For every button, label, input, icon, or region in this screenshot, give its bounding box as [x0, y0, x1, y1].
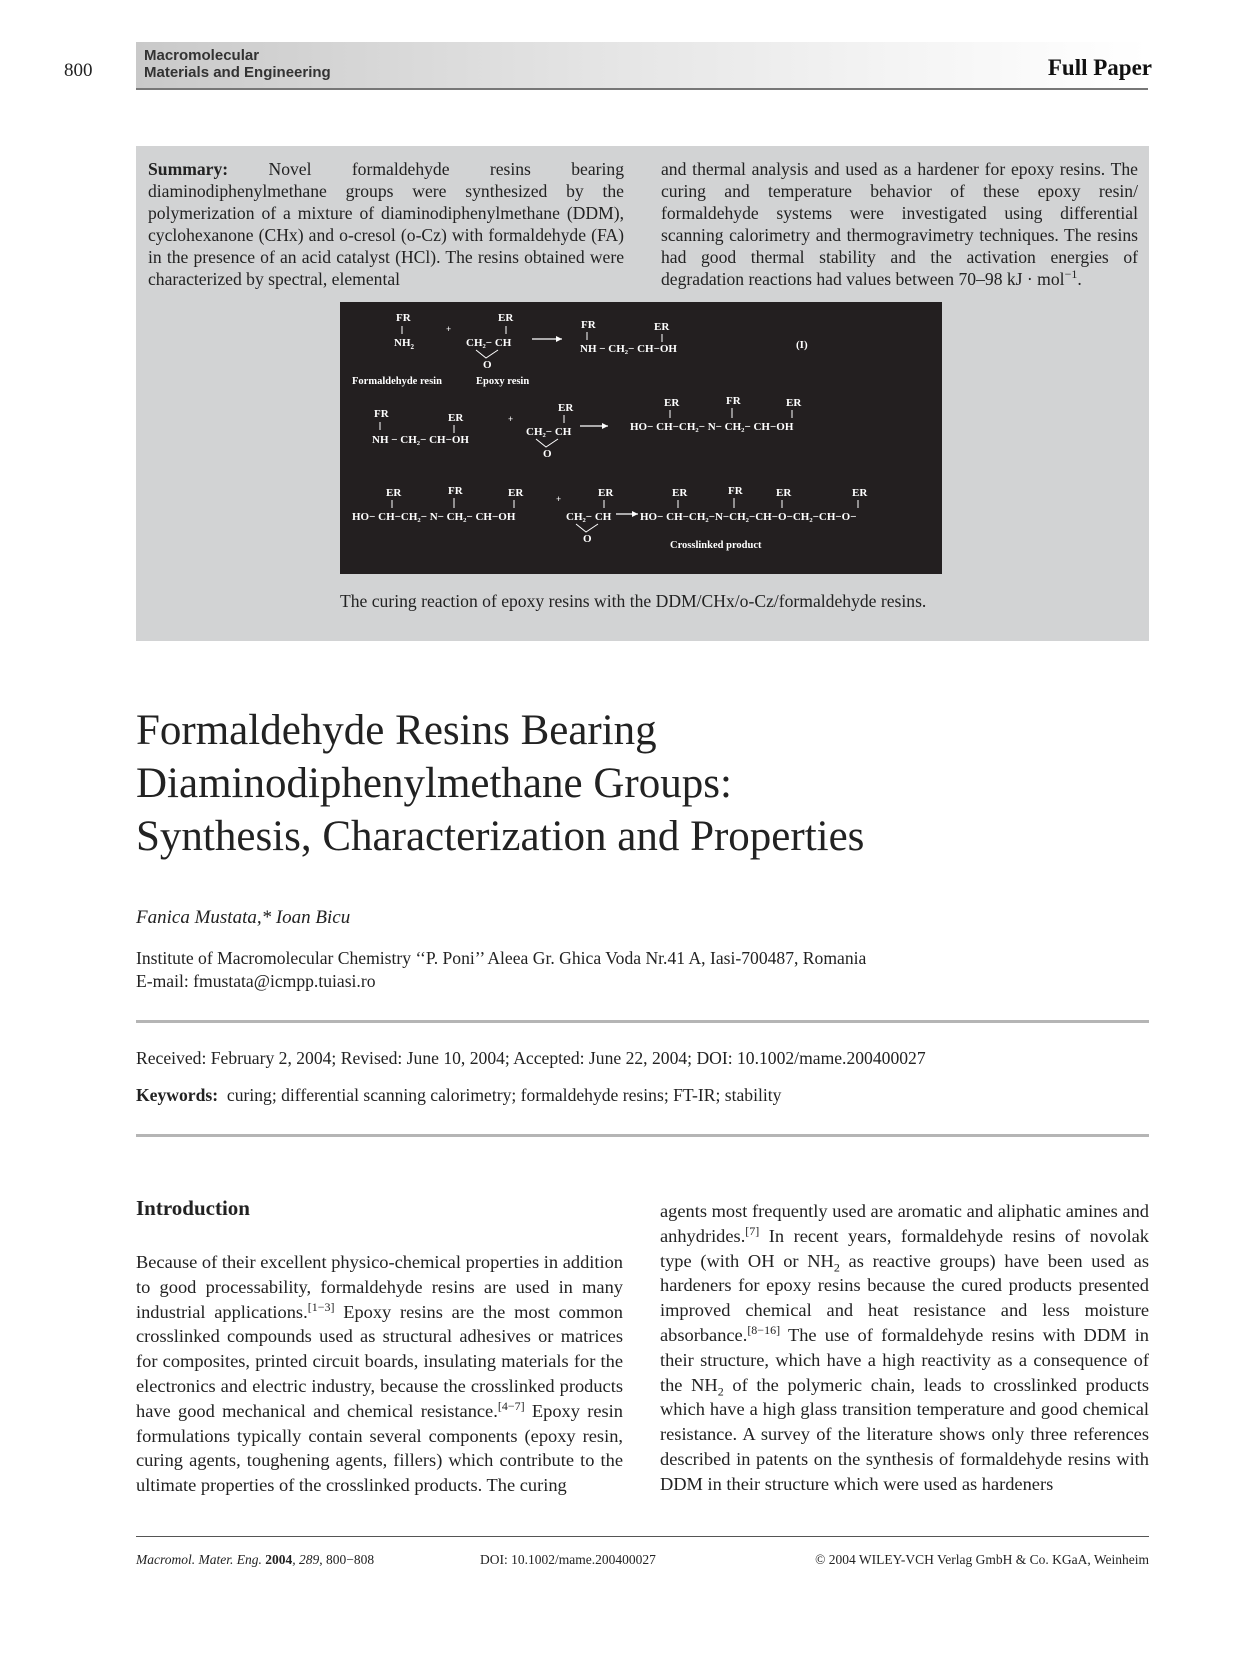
intro-text: agents most frequently used are aromatic and aliphatic amines and anhydrides. [660, 1201, 1149, 1246]
scheme-label-crosslinked: Crosslinked product [670, 540, 762, 551]
footer-volume: 289 [298, 1552, 320, 1567]
section-label: Full Paper [1047, 55, 1152, 80]
footer-copyright: © 2004 WILEY-VCH Verlag GmbH & Co. KGaA, Weinheim [815, 1552, 1149, 1567]
scheme-er-6: ER [786, 397, 802, 409]
intro-text: Because of their excellent physico-chemical properties in addition to good processability, formaldehyde resins are used in many industrial applications. [136, 1252, 623, 1322]
scheme-er-3: ER [448, 412, 464, 424]
paper-title [136, 704, 1136, 863]
citation[interactable]: [4−7] [497, 1398, 525, 1413]
summary-unit-exponent: −1 [1064, 267, 1078, 282]
intro-text: of the polymeric chain, leads to crosslinked products which have a high glass transition temperature and good chemical resistance. A survey of the literature shows only three references described in patents on the synthesis of formaldehyde resins with DDM in their structure which were used as hardeners [660, 1374, 1149, 1494]
scheme-ring [476, 350, 498, 358]
journal-name-line2: Materials and Engineering [144, 64, 331, 81]
summary-right-end: . [1077, 269, 1082, 289]
page-number: 800 [64, 60, 93, 81]
divider-bottom [136, 1134, 1149, 1137]
subscript: 2 [717, 1384, 724, 1399]
summary-left-text: Novel formaldehyde resins bearing diaminodiphenylmethane groups were synthesized by the polymerization of a mixture of diaminodiphenylmethane (DDM), cyclohexanone (CHx) and o-cresol (o-Cz) with formaldehyde (FA) in the presence of an acid catalyst (HCl). The resins obtained were characterized by spectral, elemental [148, 159, 624, 289]
scheme-row3-left: HO− CH−CH₂− N− CH₂− CH−OH [352, 511, 516, 523]
summary-box [136, 146, 1149, 641]
scheme-nh2-1: $NH_2$ [394, 337, 414, 351]
footer-doi[interactable]: DOI: 10.1002/mame.200400027 [480, 1552, 656, 1567]
scheme-er-9: ER [598, 487, 614, 499]
journal-name-line1: Macromolecular [144, 47, 260, 64]
summary-right-column [661, 158, 1138, 290]
scheme-label-roman: (I) [796, 339, 808, 351]
intro-text: as reactive groups) have been used as hardeners for epoxy resins because the cured products presented improved chemical and heat resistance and less moisture absorbance. [660, 1250, 1149, 1345]
reaction-scheme-svg [340, 302, 942, 574]
scheme-epoxide-1: CH₂− CH [466, 337, 512, 349]
scheme-product-1: NH − CH₂− CH−OH [580, 343, 677, 355]
keywords [136, 1085, 781, 1106]
intro-text: Epoxy resin formulations typically contain several components (epoxy resin, curing agents, toughening agents, fillers) which contribute to the ultimate properties of the crosslinked products. The curing [136, 1400, 623, 1496]
scheme-reactant-2: NH − CH₂− CH−OH [372, 434, 469, 446]
scheme-fr-6: FR [728, 485, 743, 497]
scheme-fr-3: FR [374, 408, 389, 420]
journal-name [144, 47, 331, 81]
citation[interactable]: [8−16] [747, 1322, 781, 1337]
scheme-plus-3: + [556, 494, 562, 504]
scheme-epoxide-3: CH₂− CH [566, 511, 612, 523]
scheme-o-3: O [583, 533, 592, 545]
scheme-o-1: O [483, 359, 492, 371]
intro-text: Epoxy resins are the most common crosslinked compounds used as structural adhesives or matrices for composites, printed circuit boards, insulating materials for the electronics and electric industry, because the crosslinked products have good mechanical and chemical resistance. [136, 1301, 623, 1421]
scheme-o-2: O [543, 448, 552, 460]
scheme-row3-right: HO− CH−CH₂−N−CH₂−CH−O−CH₂−CH−O− [640, 511, 857, 523]
title-line3: Synthesis, Characterization and Properties [136, 813, 865, 860]
reaction-scheme [340, 302, 942, 574]
scheme-plus-1: + [446, 324, 452, 334]
footer-year: 2004 [265, 1552, 293, 1567]
summary-label: Summary: [148, 159, 229, 179]
scheme-er-4: ER [558, 402, 574, 414]
keywords-label: Keywords: [136, 1085, 219, 1105]
keywords-text: curing; differential scanning calorimetry; formaldehyde resins; FT-IR; stability [226, 1085, 782, 1105]
scheme-caption: The curing reaction of epoxy resins with the DDM/CHx/o-Cz/formaldehyde resins. [340, 591, 927, 611]
scheme-plus-2: + [508, 414, 514, 424]
scheme-product-2: HO− CH−CH₂− N− CH₂− CH−OH [630, 421, 794, 433]
scheme-ring [536, 439, 558, 447]
footer-journal: Macromol. Mater. Eng. [136, 1552, 262, 1567]
scheme-er-5: ER [664, 397, 680, 409]
scheme-fr-5: FR [448, 485, 463, 497]
scheme-er-2: ER [654, 321, 670, 333]
subscript: 2 [833, 1260, 840, 1275]
section-heading-introduction: Introduction [136, 1196, 250, 1220]
footer-rule [136, 1536, 1149, 1537]
scheme-er-7: ER [386, 487, 402, 499]
scheme-label-epoxy-resin: Epoxy resin [476, 376, 530, 387]
citation[interactable]: [1−3] [307, 1299, 335, 1314]
affiliation-block [136, 947, 866, 993]
body-column-left [136, 1250, 623, 1498]
scheme-er-12: ER [852, 487, 868, 499]
intro-text: The use of formaldehyde resins with DDM in their structure, which have a high reactivity as a consequence of the NH [660, 1324, 1149, 1395]
divider-top [136, 1020, 1149, 1023]
dates: Received: February 2, 2004; Revised: June 10, 2004; Accepted: June 22, 2004; DOI: 10.1002/mame.200400027 [136, 1048, 926, 1068]
scheme-ring [576, 524, 598, 532]
scheme-er-11: ER [776, 487, 792, 499]
authors: Fanica Mustata,* Ioan Bicu [136, 907, 351, 928]
footer-citation: Macromol. Mater. Eng. 2004, 289, 800−808 [136, 1552, 375, 1567]
summary-right-text: and thermal analysis and used as a hardener for epoxy resins. The curing and temperature behavior of these epoxy resin/ formaldehyde systems were investigated using differential scanning calorimetry and thermogravimetry techniques. The resins had good thermal stability and the activation energies of degradation reactions had values between 70–98 kJ · mol [661, 159, 1138, 289]
intro-text: In recent years, formaldehyde resins of novolak type (with OH or NH [660, 1225, 1149, 1271]
scheme-epoxide-2: CH₂− CH [526, 426, 572, 438]
title-line2: Diaminodiphenylmethane Groups: [136, 760, 732, 807]
title-line1: Formaldehyde Resins Bearing [136, 707, 657, 754]
scheme-label-formaldehyde-resin: Formaldehyde resin [352, 376, 442, 387]
scheme-arrowhead-3 [632, 511, 638, 517]
body-column-right [660, 1199, 1149, 1497]
scheme-arrowhead-2 [602, 423, 608, 429]
scheme-er-10: ER [672, 487, 688, 499]
summary-left-column [148, 158, 624, 290]
scheme-er-1: ER [498, 312, 514, 324]
scheme-fr-2: FR [581, 319, 596, 331]
scheme-fr-4: FR [726, 395, 741, 407]
footer-pages: , 800−808 [319, 1552, 375, 1567]
affiliation: Institute of Macromolecular Chemistry ‘‘P. Poni’’ Aleea Gr. Ghica Voda Nr.41 A, Iasi-700487, Romania [136, 948, 867, 968]
scheme-arrowhead-1 [556, 336, 562, 342]
citation[interactable]: [7] [745, 1223, 760, 1238]
scheme-fr-1: FR [396, 312, 411, 324]
scheme-er-8: ER [508, 487, 524, 499]
email[interactable]: E-mail: fmustata@icmpp.tuiasi.ro [136, 971, 376, 991]
